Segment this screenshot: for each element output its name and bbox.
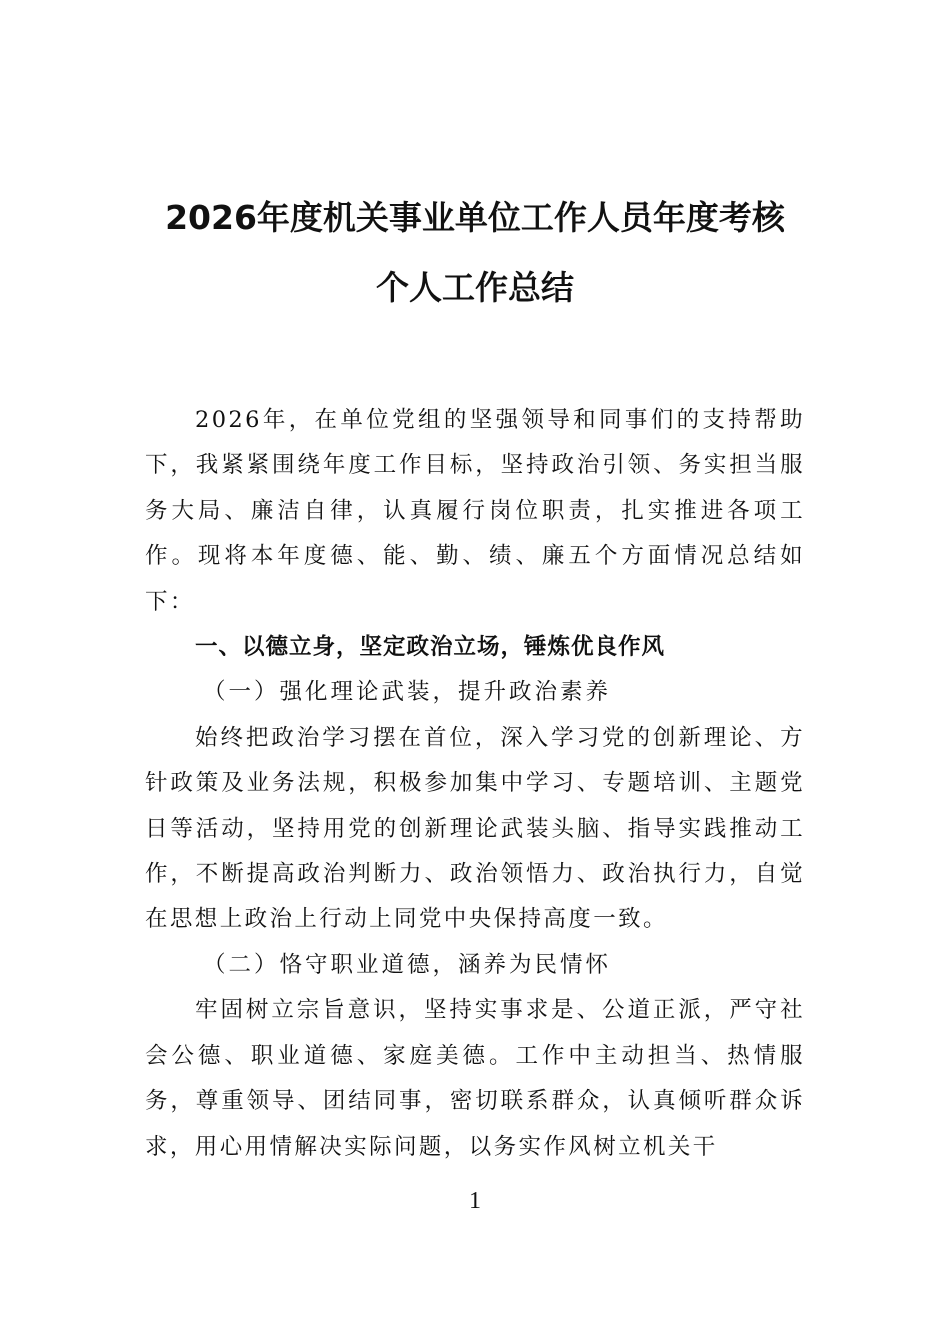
- subsection-1-paragraph: 始终把政治学习摆在首位，深入学习党的创新理论、方针政策及业务法规，积极参加集中学习、专题培训、主题党日等活动，坚持用党的创新理论武装头脑、指导实践推动工作，不断提高政治判断力、政治领悟力、政治执行力，自觉在思想上政治上行动上同党中央保持高度一致。: [145, 724, 805, 933]
- section-1-heading: 一、以德立身，坚定政治立场，锤炼优良作风: [195, 634, 666, 661]
- subsection-1-heading: （一）强化理论武装，提升政治素养: [203, 679, 612, 706]
- intro-paragraph: 2026年，在单位党组的坚强领导和同事们的支持帮助下，我紧紧围绕年度工作目标，坚持政治引领、务实担当服务大局、廉洁自律，认真履行岗位职责，扎实推进各项工作。现将本年度德、能、勤、绩、廉五个方面情况总结如下：: [145, 407, 805, 615]
- document-title-line-2: 个人工作总结: [376, 268, 574, 307]
- document-title-line-1: 2026年度机关事业单位工作人员年度考核: [165, 198, 785, 237]
- page-number: 1: [469, 1188, 481, 1214]
- subsection-2-heading: （二）恪守职业道德，涵养为民情怀: [203, 951, 612, 978]
- subsection-2-paragraph: 牢固树立宗旨意识，坚持实事求是、公道正派，严守社会公德、职业道德、家庭美德。工作中主动担当、热情服务，尊重领导、团结同事，密切联系群众，认真倾听群众诉求，用心用情解决实际问题，以务实作风树立机关干: [145, 997, 805, 1160]
- document-body: [145, 398, 805, 1170]
